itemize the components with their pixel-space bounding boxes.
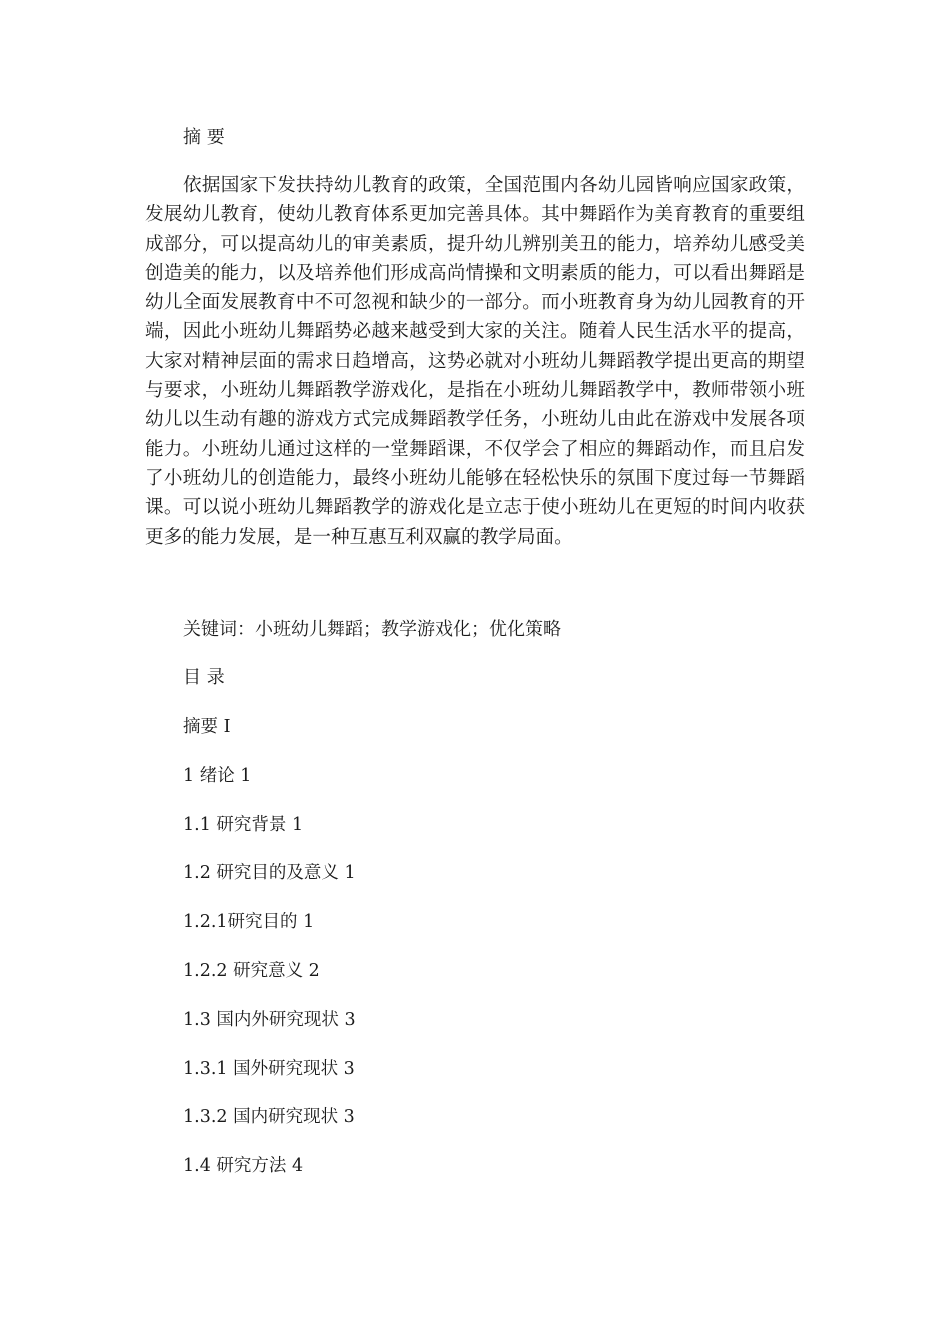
toc-item[interactable]: 1.3.1 国外研究现状 3 <box>183 1059 355 1079</box>
toc-item[interactable]: 1 绪论 1 <box>183 766 252 786</box>
abstract-body: 依据国家下发扶持幼儿教育的政策，全国范围内各幼儿园皆响应国家政策，发展幼儿教育，使幼儿教育体系更加完善具体。其中舞蹈作为美育教育的重要组成部分，可以提高幼儿的审美素质，提升幼儿辨别美丑的能力，培养幼儿感受美创造美的能力，以及培养他们形成高尚情操和文明素质的能力，可以看出舞蹈是幼儿全面发展教育中不可忽视和缺少的一部分。而小班教育身为幼儿园教育的开端，因此小班幼儿舞蹈势必越来越受到大家的关注。随着人民生活水平的提高，大家对精神层面的需求日趋增高，这势必就对小班幼儿舞蹈教学提出更高的期望与要求，小班幼儿舞蹈教学游戏化，是指在小班幼儿舞蹈教学中，教师带领小班幼儿以生动有趣的游戏方式完成舞蹈教学任务，小班幼儿由此在游戏中发展各项能力。小班幼儿通过这样的一堂舞蹈课，不仅学会了相应的舞蹈动作，而且启发了小班幼儿的创造能力，最终小班幼儿能够在轻松快乐的氛围下度过每一节舞蹈课。可以说小班幼儿舞蹈教学的游戏化是立志于使小班幼儿在更短的时间内收获更多的能力发展，是一种互惠互利双赢的教学局面。 <box>145 175 805 548</box>
toc-item[interactable]: 1.3.2 国内研究现状 3 <box>183 1107 355 1127</box>
toc-item[interactable]: 1.2.2 研究意义 2 <box>183 961 320 981</box>
toc-title: 目 录 <box>183 667 225 688</box>
toc-item[interactable]: 1.1 研究背景 1 <box>183 815 304 835</box>
keywords-line: 关键词：小班幼儿舞蹈；教学游戏化；优化策略 <box>183 619 561 640</box>
toc-item[interactable]: 1.4 研究方法 4 <box>183 1156 304 1176</box>
toc-item[interactable]: 1.2.1研究目的 1 <box>183 912 315 932</box>
toc-item[interactable]: 1.3 国内外研究现状 3 <box>183 1010 356 1030</box>
toc-item[interactable]: 摘要 I <box>183 717 231 737</box>
toc-item[interactable]: 1.2 研究目的及意义 1 <box>183 863 356 883</box>
abstract-title: 摘 要 <box>183 127 225 148</box>
